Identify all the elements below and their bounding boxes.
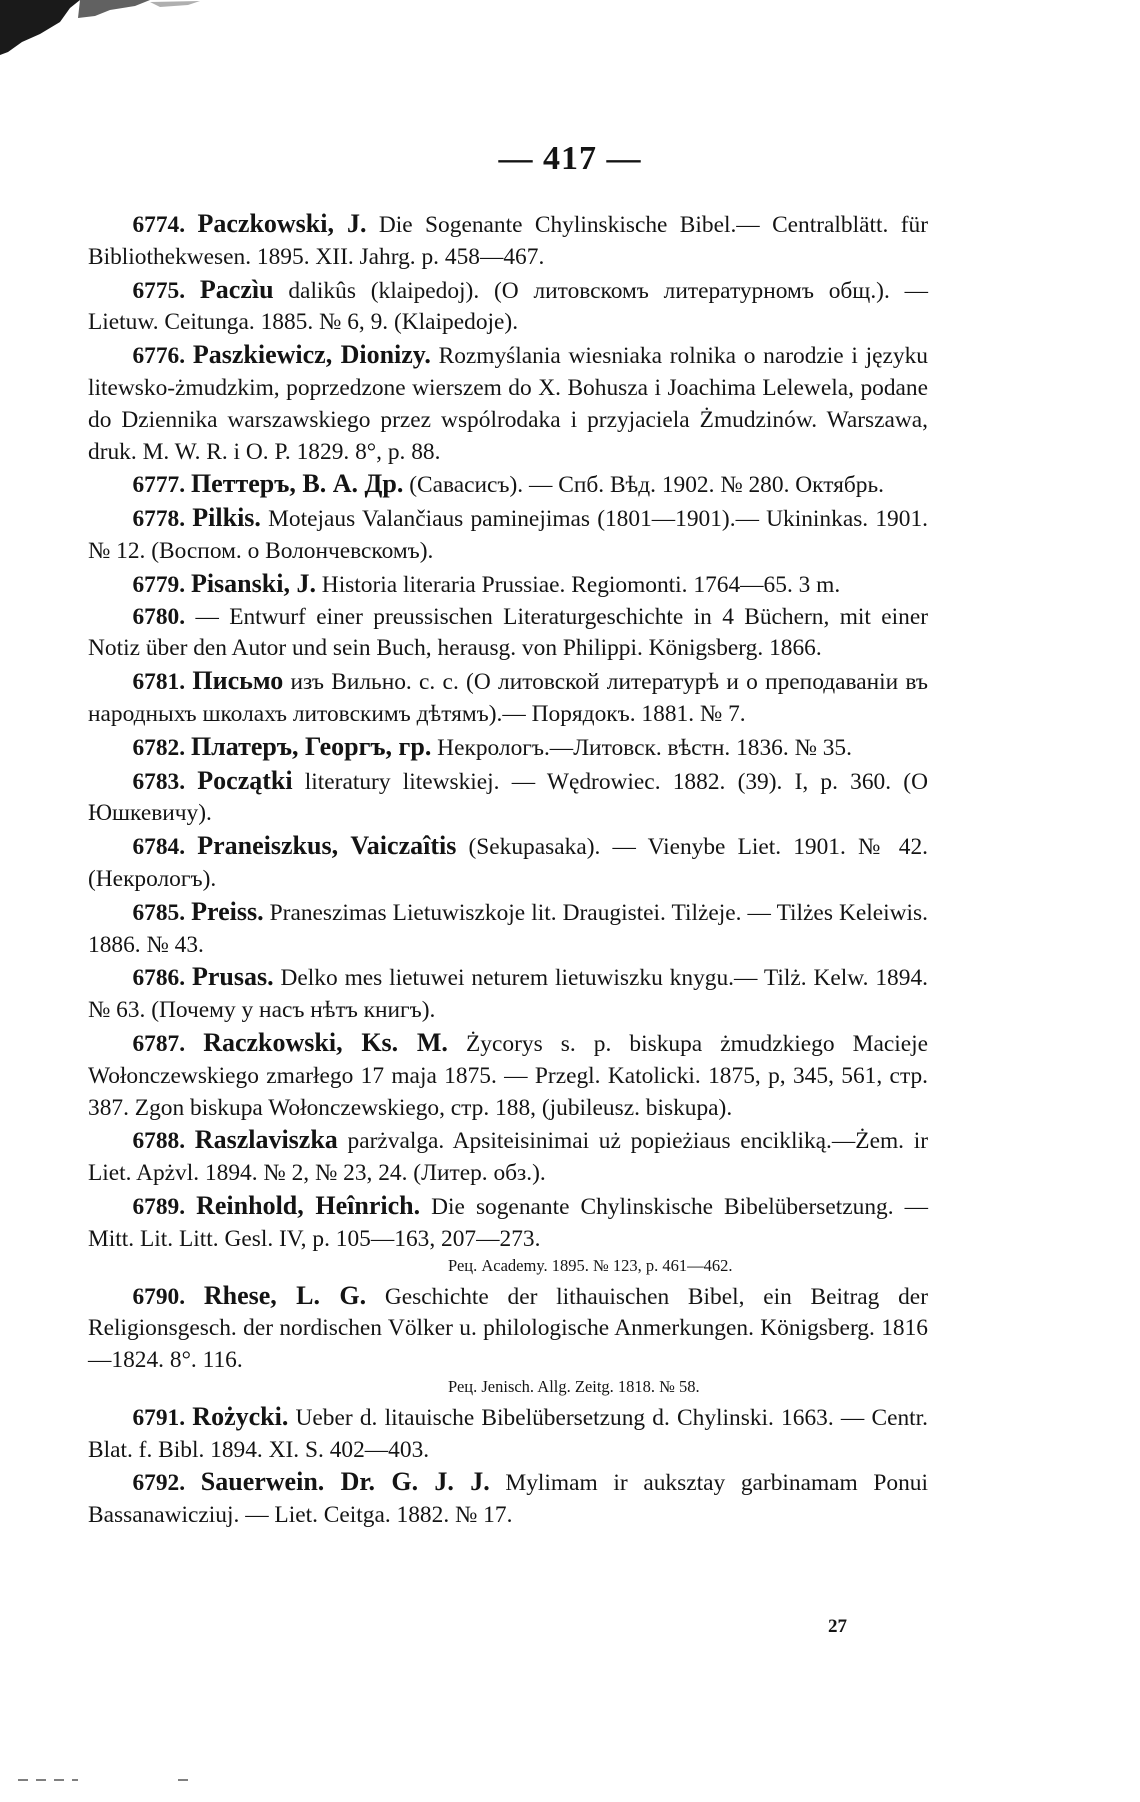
bibliography-entry	[88, 1124, 928, 1190]
bibliography-entry	[88, 602, 928, 666]
entry-number: 6791.	[132, 1404, 186, 1431]
bibliography-list	[88, 208, 928, 1532]
bibliography-entry	[88, 1401, 928, 1467]
entry-text: изъ Вильно. с. с. (О литовской литературѣ и о преподаваніи въ народныхъ школахъ литовскимъ дѣтямъ).— Порядокъ. 1881. № 7.	[88, 669, 928, 727]
entry-number: 6786.	[132, 965, 186, 992]
bibliography-entry	[88, 1190, 928, 1256]
bibliography-entry	[88, 274, 928, 340]
entry-number: 6781.	[132, 669, 186, 696]
entry-text: (Савасисъ). — Спб. Вѣд. 1902. № 280. Октябрь.	[403, 472, 884, 499]
scan-bottom-marks	[18, 1774, 318, 1786]
entry-author: Raczkowski, Ks. M.	[203, 1027, 448, 1057]
entry-author: Raszlaviszka	[194, 1125, 338, 1155]
bibliography-entry	[88, 208, 928, 274]
entry-text: literatury litewskiej. — Wędrowiec. 1882. (39). I, p. 360. (О Юшкевичу).	[88, 768, 928, 827]
entry-author: Reinhold, Heînrich.	[196, 1190, 421, 1220]
entry-number: 6776.	[132, 343, 186, 370]
entry-text: (Sekupasaka). — Vienybe Liet. 1901. № 42. (Некрологъ).	[88, 834, 928, 892]
bibliography-entry	[88, 765, 928, 831]
entry-number: 6787.	[132, 1030, 186, 1057]
entry-author: Платеръ, Георгъ, гр.	[190, 731, 432, 761]
entry-author: Preiss.	[191, 896, 264, 926]
bibliography-entry	[88, 896, 928, 962]
entry-author: Pisanski, J.	[190, 568, 316, 598]
bibliography-entry	[88, 568, 928, 602]
entry-text: Praneszimas Lietuwiszkoje lit. Draugistei. Tilżeje. — Tilżes Keleiwis. 1886. № 43.	[88, 899, 928, 958]
bibliography-entry	[88, 731, 928, 765]
entry-number: 6788.	[132, 1128, 186, 1155]
entry-text: Некрологъ.—Литовск. вѣстн. 1836. № 35.	[431, 734, 852, 761]
entry-number: 6785.	[132, 899, 186, 926]
entry-review: Рец. Jenisch. Allg. Zeitg. 1818. № 58.	[448, 1376, 700, 1396]
entry-text: Motejaus Valančiaus paminejimas (1801—1901).— Ukininkas. 1901. № 12. (Воспом. о Волончевскомъ).	[88, 506, 928, 564]
entry-number: 6789.	[132, 1193, 186, 1220]
entry-text: Ueber d. litauische Bibelübersetzung d. Chylinski. 1663. — Centr. Blat. f. Bibl. 1894. XI. S. 402—403.	[88, 1404, 928, 1463]
entry-text: parżvalga. Apsiteisinimai uż popieżiaus encikliką.—Żem. ir Liet. Apżvl. 1894. № 2, № 23, 24. (Литер. обз.).	[88, 1128, 928, 1187]
entry-author: Prusas.	[192, 962, 274, 992]
bibliography-entry	[88, 468, 928, 502]
bibliography-entry	[88, 830, 928, 896]
entry-author: Praneiszkus, Vaiczaîtis	[197, 831, 457, 861]
entry-review: Рец. Academy. 1895. № 123, p. 461—462.	[448, 1255, 733, 1275]
page-number: — 417 —	[498, 140, 642, 177]
entry-number: 6790.	[132, 1283, 186, 1310]
entry-text: dalikûs (klaipedoj). (О литовскомъ литературномъ общ.). — Lietuw. Ceitunga. 1885. № 6, 9. (Klaipedoje).	[88, 277, 928, 336]
scan-edge-shadow	[0, 0, 210, 60]
entry-text: Die Sogenante Chylinskische Bibel.— Centralblätt. für Bibliothekwesen. 1895. XII. Jahrg. p. 458—467.	[88, 212, 928, 270]
entry-author: Sauerwein. Dr. G. J. J.	[200, 1467, 490, 1497]
entry-author: Paszkiewicz, Dionizy.	[192, 340, 431, 370]
entry-author: Письмо	[192, 666, 284, 696]
printer-signature: 27	[828, 1616, 847, 1637]
entry-number: 6783.	[132, 768, 186, 795]
entry-author: Rożycki.	[192, 1401, 289, 1431]
entry-number: 6780.	[132, 603, 186, 630]
entry-text: Delko mes lietuwei neturem lietuwiszku knygu.— Tilż. Kelw. 1894. № 63. (Почему у насъ нѣтъ книгъ).	[88, 965, 928, 1024]
entry-author: Петтеръ, В. А. Др.	[190, 469, 404, 499]
entry-text: Rozmyślania wiesniaka rolnika o narodzie i języku litewsko-żmudzkim, poprzedzone wierszem do X. Bohusza i Joachima Lelewela, podane do Dziennika warszawskiego przez wspólrodaka i przyjaciela Żmudzinów. Warszawa, druk. M. W. R. i O. P. 1829. 8°, p. 88.	[88, 343, 929, 465]
entry-number: 6784.	[132, 834, 186, 861]
bibliography-entry	[88, 665, 928, 731]
entry-text: Historia literaria Prussiae. Regiomonti. 1764—65. 3 m.	[315, 571, 841, 598]
entry-text: — Entwurf einer preussischen Literaturgeschichte in 4 Büchern, mit einer Notiz über den Autor und sein Buch, herausg. von Philippi. Königsberg. 1866.	[88, 603, 928, 662]
entry-author: Pilkis.	[192, 503, 261, 533]
entry-number: 6782.	[132, 734, 186, 761]
entry-author: Paczìu	[199, 274, 274, 304]
entry-number: 6777.	[132, 472, 186, 499]
entry-number: 6775.	[132, 277, 186, 304]
bibliography-entry	[88, 339, 928, 468]
entry-number: 6792.	[132, 1470, 186, 1497]
bibliography-entry	[88, 1280, 928, 1377]
entry-text: Mylimam ir auksztay garbinamam Ponui Bassanawicziuj. — Liet. Ceitga. 1882. № 17.	[88, 1470, 929, 1529]
entry-number: 6778.	[132, 506, 186, 533]
bibliography-entry	[88, 961, 928, 1027]
entry-text: Die sogenante Chylinskische Bibelübersetzung. — Mitt. Lit. Litt. Gesl. IV, p. 105—163, 207—273.	[88, 1193, 928, 1252]
entry-number: 6779.	[132, 571, 186, 598]
bibliography-entry	[88, 502, 928, 568]
entry-author: Rhese, L. G.	[203, 1280, 367, 1310]
entry-text: Geschichte der lithauischen Bibel, ein Beitrag der Religionsgesch. der nordischen Völker u. philologische Anmerkungen. Königsberg. 1816—1824. 8°. 116.	[88, 1283, 928, 1374]
bibliography-entry	[88, 1027, 928, 1124]
entry-author: Paczkowski, J.	[197, 209, 367, 238]
bibliography-entry	[88, 1466, 928, 1532]
entry-number: 6774.	[132, 212, 186, 238]
entry-author: Początki	[197, 765, 293, 795]
entry-text: Życorys s. p. biskupa żmudzkiego Macieje Wołonczewskiego zmarłego 17 maja 1875. — Przegl. Katolicki. 1875, p, 345, 561, стр. 387. Zgon biskupa Wołonczewskiego, стр. 188, (jubileusz. biskupa).	[88, 1030, 928, 1121]
